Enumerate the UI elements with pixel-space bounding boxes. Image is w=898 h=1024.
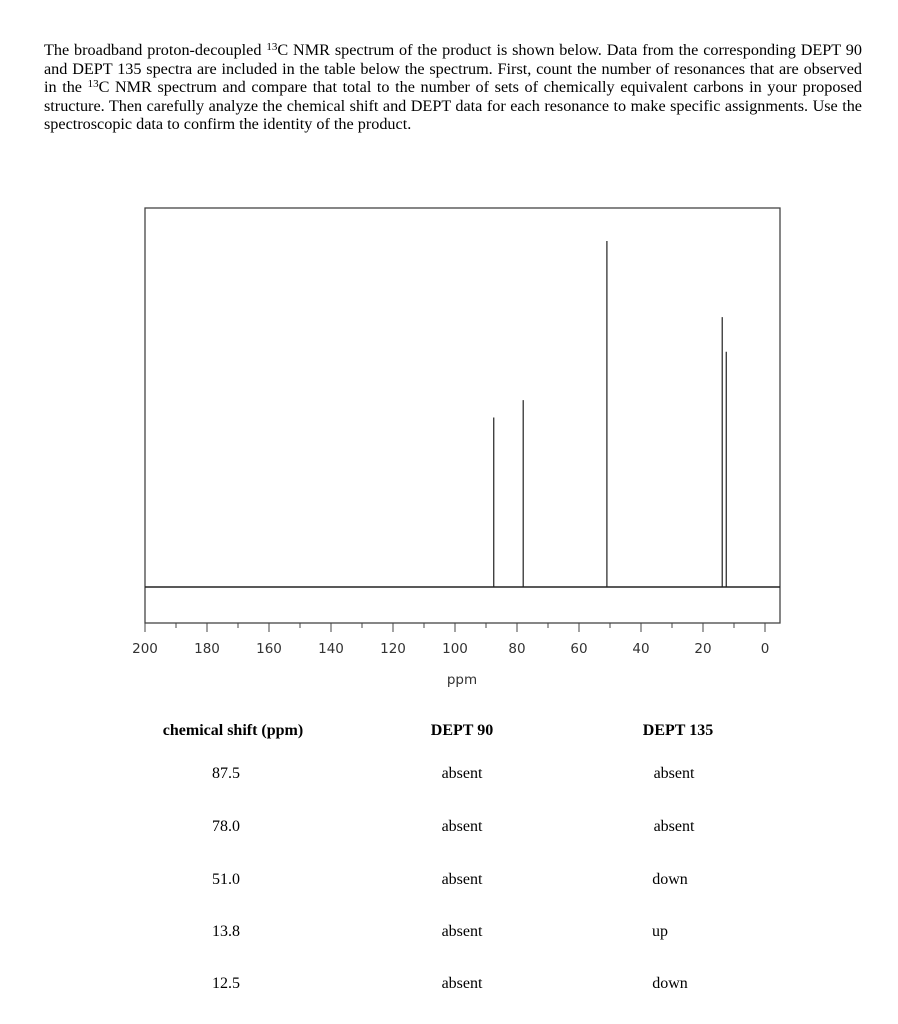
- x-tick-label: 120: [380, 641, 406, 657]
- table-cell-dept135: up: [652, 923, 668, 940]
- table-cell-shift: 87.5: [212, 765, 240, 782]
- problem-text-part-2: C NMR spectrum of the product is shown below. Data from the corresponding DEPT 90 and DEPT 135 spectra are included in the table below the spectrum. First, count the number of resonances that are observed in the: [44, 41, 862, 97]
- table-cell-shift: 13.8: [212, 923, 240, 940]
- problem-text-part-3: C NMR spectrum and compare that total to the number of sets of chemically equivalent carbons in your proposed structure. Then carefully analyze the chemical shift and DEPT data for each resonance to make specific assignments. Use the spectroscopic data to confirm the identity of the product.: [44, 78, 862, 134]
- plot-frame: [145, 208, 780, 623]
- x-axis-title: ppm: [446, 672, 478, 688]
- table-cell-dept90: absent: [441, 975, 483, 992]
- table-cell-dept90: absent: [441, 923, 483, 940]
- superscript-13: 13: [87, 78, 99, 91]
- table-cell-shift: 12.5: [212, 975, 240, 992]
- superscript-13: 13: [266, 41, 278, 53]
- table-cell-shift: 78.0: [212, 818, 240, 835]
- table-header-dept135: DEPT 135: [642, 722, 714, 739]
- table-cell-dept90: absent: [441, 818, 483, 835]
- table-cell-dept90: absent: [441, 765, 483, 782]
- x-tick-label: 60: [570, 641, 588, 657]
- x-tick-label: 0: [760, 641, 770, 657]
- table-cell-dept90: absent: [441, 871, 483, 888]
- table-cell-shift: 51.0: [212, 871, 240, 888]
- table-cell-dept135: down: [652, 975, 688, 992]
- table-cell-dept135: absent: [653, 765, 695, 782]
- x-tick-label: 40: [632, 641, 650, 657]
- x-tick-label: 160: [256, 641, 282, 657]
- x-tick-label: 20: [694, 641, 712, 657]
- table-header-dept90: DEPT 90: [430, 722, 494, 739]
- table-header-shift: chemical shift (ppm): [162, 722, 304, 739]
- x-tick-label: 140: [318, 641, 344, 657]
- x-tick-label: 100: [442, 641, 468, 657]
- problem-text-part-1: The broadband proton-decoupled: [44, 41, 267, 59]
- x-tick-label: 180: [194, 641, 220, 657]
- table-cell-dept135: down: [652, 871, 688, 888]
- x-tick-label: 80: [508, 641, 526, 657]
- x-tick-label: 200: [132, 641, 158, 657]
- table-cell-dept135: absent: [653, 818, 695, 835]
